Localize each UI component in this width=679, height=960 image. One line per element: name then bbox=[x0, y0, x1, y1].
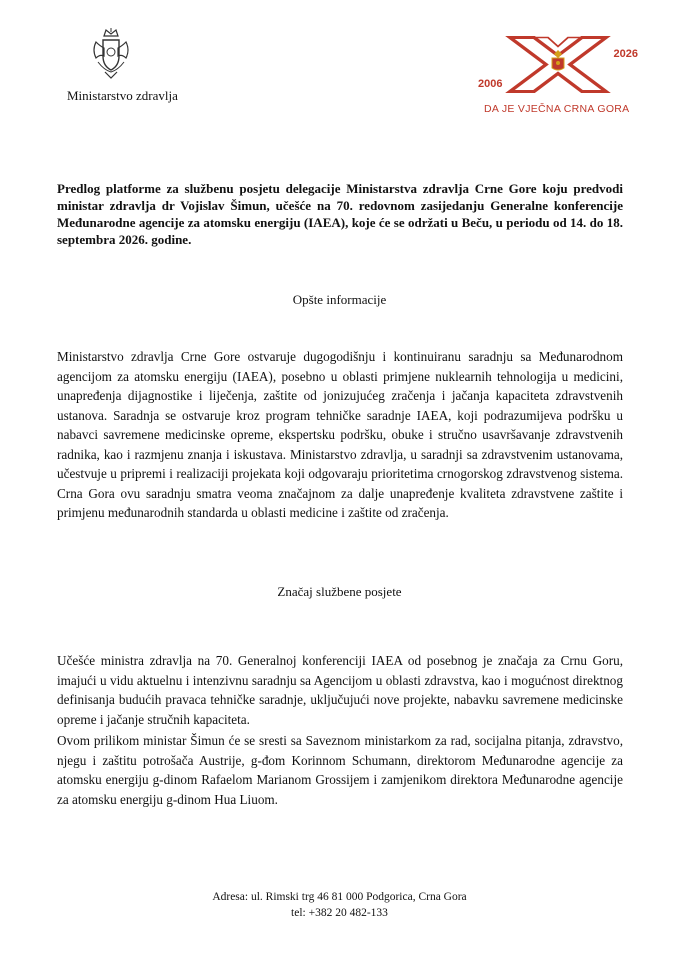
paragraph-significance-1: Učešće ministra zdravlja na 70. Generalnoj konferenciji IAEA od posebnog je značaja za Crnu Goru, imajući u vidu aktuelnu i intenzivnu saradnju sa Agencijom u oblasti zdravstva, kao i mogućnost direktnog definisanja budućih pravaca tehničke saradnje, uključujući nove projekte, nabavku savremene medicinske opreme i jačanje stručnih kapaciteta. bbox=[57, 653, 623, 727]
footer-address: Adresa: ul. Rimski trg 46 81 000 Podgorica, Crna Gora bbox=[212, 891, 467, 903]
paragraph-general-info: Ministarstvo zdravlja Crne Gore ostvaruje dugogodišnju i kontinuiranu saradnju sa Međunarodnom agencijom za atomsku energiju (IAEA), posebno u oblasti primjene nuklearnih tehnologija u medicini, unapređenja dijagnostike i liječenja, zaštite od jonizujućeg zračenja i jačanja kapaciteta zdravstvenih ustanova. Saradnja se ostvaruje kroz program tehničke saradnje IAEA, koji podrazumijeva podršku u nabavci savremene medicinske opreme, ekspertsku podršku, obuke i stručno usavršavanje zdravstvenih radnika, kao i razmjenu znanja i iskustava. Ministarstvo zdravlja, u saradnji sa zdravstvenim ustanovama, učestvuje u pripremi i realizaciji projekata koji odgovaraju prioritetima crnogorskog zdravstvenog sistema. Crna Gora ovu saradnju smatra veoma značajnom za dalje unapređenje kvaliteta zdravstvene zaštite i primjenu međunarodnih standarda u oblasti medicine i zaštite od zračenja. bbox=[57, 349, 623, 520]
ministry-name: Ministarstvo zdravlja bbox=[67, 88, 178, 103]
paragraph-significance-2: Ovom prilikom ministar Šimun će se sresti sa Saveznom ministarkom za rad, socijalna pitanja, zdravstvo, njegu i zaštitu potrošača Austrije, g-đom Korinnom Schumann, direktorom Međunarodne agencije za atomsku energiju g-dinom Rafaelom Marianom Grossijem i zamjenikom direktora Međunarodne agencije za atomsku energiju g-dinom Hua Liuom. bbox=[57, 733, 623, 807]
logo-tagline: DA JE VJEČNA CRNA GORA bbox=[484, 103, 630, 115]
logo-year-right: 2026 bbox=[613, 48, 638, 60]
coat-of-arms-icon bbox=[86, 26, 136, 86]
footer-phone: tel: +382 20 482-133 bbox=[291, 907, 388, 919]
section-heading-significance: Značaj službene posjete bbox=[277, 584, 402, 599]
section-heading-general: Opšte informacije bbox=[292, 292, 387, 307]
logo-year-left: 2006 bbox=[478, 78, 503, 90]
document-title: Predlog platforme za službenu posjetu delegacije Ministarstva zdravlja Crne Gore koju predvodi ministar zdravlja dr Vojislav Šimun, učešće na 70. redovnom zasijedanju Generalne konferencije Međunarodne agencije za atomsku energiju (IAEA), koje će se održati u Beču, u periodu od 14. do 18. septembra 2026. godine. bbox=[57, 181, 623, 247]
anniversary-logo bbox=[478, 30, 638, 120]
